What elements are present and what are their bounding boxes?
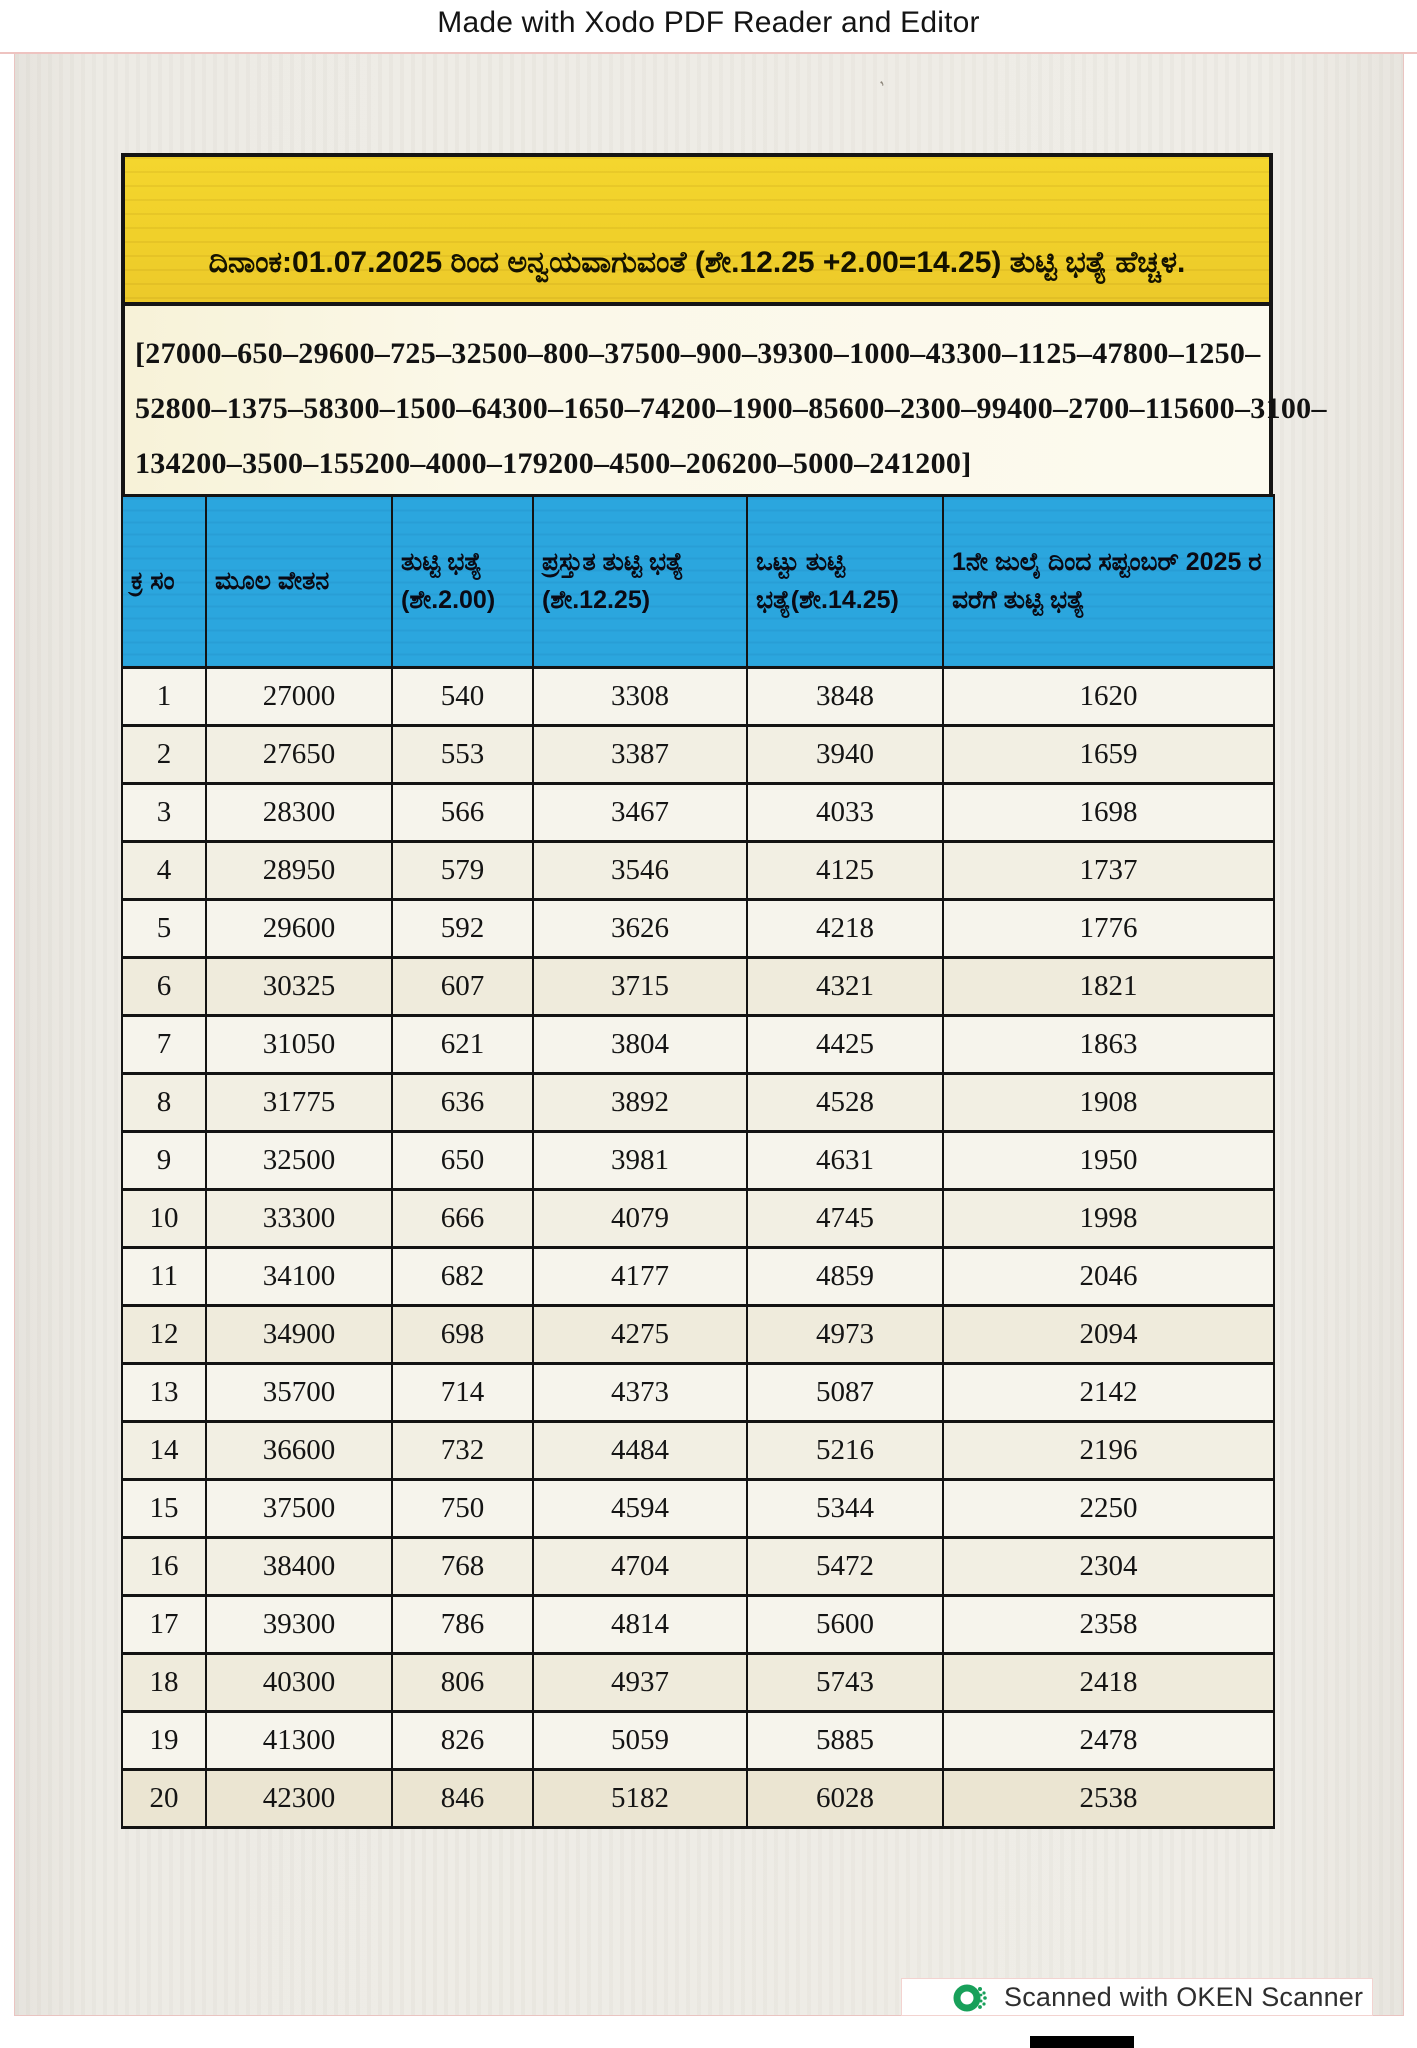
- table-cell: 10: [122, 1190, 206, 1248]
- table-row: [122, 1248, 1274, 1306]
- header-row: [122, 496, 1274, 668]
- table-cell: 607: [392, 958, 533, 1016]
- table-cell: 1863: [943, 1016, 1274, 1074]
- table-cell: 3387: [533, 726, 747, 784]
- table-cell: 27650: [206, 726, 392, 784]
- pay-scale-line-1: [27000–650–29600–725–32500–800–37500–900–39300–1000–43300–1125–47800–1250–: [135, 337, 1261, 370]
- table-cell: 2094: [943, 1306, 1274, 1364]
- table-cell: 6028: [747, 1770, 943, 1828]
- column-header: ಕ್ರ ಸಂ: [122, 496, 206, 668]
- table-cell: 4631: [747, 1132, 943, 1190]
- table-cell: 2478: [943, 1712, 1274, 1770]
- table-cell: 34100: [206, 1248, 392, 1306]
- table-cell: 2250: [943, 1480, 1274, 1538]
- table-cell: 16: [122, 1538, 206, 1596]
- dearness-allowance-table: [121, 494, 1275, 1829]
- table-cell: 38400: [206, 1538, 392, 1596]
- table-cell: 2046: [943, 1248, 1274, 1306]
- table-cell: 4218: [747, 900, 943, 958]
- table-cell: 3715: [533, 958, 747, 1016]
- table-cell: 4033: [747, 784, 943, 842]
- table-cell: 2418: [943, 1654, 1274, 1712]
- table-row: [122, 1190, 1274, 1248]
- table-cell: 4125: [747, 842, 943, 900]
- table-cell: 17: [122, 1596, 206, 1654]
- table-cell: 28300: [206, 784, 392, 842]
- table-cell: 2142: [943, 1364, 1274, 1422]
- table-cell: 732: [392, 1422, 533, 1480]
- table-cell: 5: [122, 900, 206, 958]
- table-cell: 5743: [747, 1654, 943, 1712]
- table-cell: 13: [122, 1364, 206, 1422]
- table-cell: 5216: [747, 1422, 943, 1480]
- table-cell: 2304: [943, 1538, 1274, 1596]
- table-cell: 666: [392, 1190, 533, 1248]
- table-cell: 4528: [747, 1074, 943, 1132]
- table-cell: 37500: [206, 1480, 392, 1538]
- table-row: [122, 1770, 1274, 1828]
- table-cell: 29600: [206, 900, 392, 958]
- table-row: [122, 726, 1274, 784]
- table-row: [122, 1132, 1274, 1190]
- table-cell: 15: [122, 1480, 206, 1538]
- table-cell: 41300: [206, 1712, 392, 1770]
- table-cell: 1620: [943, 668, 1274, 726]
- table-cell: 40300: [206, 1654, 392, 1712]
- oken-scanner-text: Scanned with OKEN Scanner: [1004, 1981, 1364, 2012]
- table-cell: 5885: [747, 1712, 943, 1770]
- table-cell: 6: [122, 958, 206, 1016]
- pay-scale-line-2: 52800–1375–58300–1500–64300–1650–74200–1900–85600–2300–99400–2700–115600–3100–: [135, 392, 1327, 425]
- table-cell: 4973: [747, 1306, 943, 1364]
- table-cell: 4275: [533, 1306, 747, 1364]
- table-cell: 11: [122, 1248, 206, 1306]
- xodo-watermark-text: Made with Xodo PDF Reader and Editor: [437, 6, 980, 39]
- title-banner-text: ದಿನಾಂಕ:01.07.2025 ರಿಂದ ಅನ್ವಯವಾಗುವಂತೆ (ಶೇ.12.25 +2.00=14.25) ತುಟ್ಟಿ ಭತ್ಯೆ ಹೆಚ್ಚಳ.: [208, 246, 1186, 279]
- table-row: [122, 1016, 1274, 1074]
- table-cell: 31775: [206, 1074, 392, 1132]
- table-cell: 7: [122, 1016, 206, 1074]
- table-header-row: [122, 496, 1274, 668]
- table-cell: 750: [392, 1480, 533, 1538]
- table-cell: 3626: [533, 900, 747, 958]
- table-cell: 9: [122, 1132, 206, 1190]
- table-row: [122, 1480, 1274, 1538]
- table-row: [122, 784, 1274, 842]
- column-header: 1ನೇ ಜುಲೈ ದಿಂದ ಸಪ್ಟಂಬರ್ 2025 ರ ವರೆಗೆ ತುಟ್ಟಿ ಭತ್ಯೆ: [943, 496, 1274, 668]
- table-cell: 714: [392, 1364, 533, 1422]
- table-cell: 4745: [747, 1190, 943, 1248]
- oken-scanner-logo-icon: [952, 1979, 988, 2015]
- table-cell: 1950: [943, 1132, 1274, 1190]
- table-cell: 34900: [206, 1306, 392, 1364]
- table-cell: 4814: [533, 1596, 747, 1654]
- table-cell: 650: [392, 1132, 533, 1190]
- table-cell: 4: [122, 842, 206, 900]
- table-cell: 30325: [206, 958, 392, 1016]
- scanned-page: [14, 52, 1404, 2016]
- table-row: [122, 842, 1274, 900]
- table-cell: 682: [392, 1248, 533, 1306]
- table-cell: 3308: [533, 668, 747, 726]
- table-cell: 14: [122, 1422, 206, 1480]
- table-cell: 1: [122, 668, 206, 726]
- table-cell: 32500: [206, 1132, 392, 1190]
- table-row: [122, 900, 1274, 958]
- table-cell: 592: [392, 900, 533, 958]
- table-cell: 1737: [943, 842, 1274, 900]
- table-cell: 31050: [206, 1016, 392, 1074]
- table-row: [122, 1538, 1274, 1596]
- table-cell: 4079: [533, 1190, 747, 1248]
- table-cell: 2196: [943, 1422, 1274, 1480]
- table-cell: 8: [122, 1074, 206, 1132]
- table-cell: 2: [122, 726, 206, 784]
- table-cell: 4937: [533, 1654, 747, 1712]
- table-cell: 1659: [943, 726, 1274, 784]
- table-row: [122, 1712, 1274, 1770]
- table-cell: 1821: [943, 958, 1274, 1016]
- pay-scale-line-3: 134200–3500–155200–4000–179200–4500–206200–5000–241200]: [135, 447, 972, 480]
- table-cell: 5182: [533, 1770, 747, 1828]
- table-cell: 4704: [533, 1538, 747, 1596]
- xodo-watermark-band: [0, 0, 1417, 54]
- table-cell: 5344: [747, 1480, 943, 1538]
- table-cell: 1776: [943, 900, 1274, 958]
- table-cell: 636: [392, 1074, 533, 1132]
- table-cell: 4484: [533, 1422, 747, 1480]
- table-cell: 566: [392, 784, 533, 842]
- table-cell: 18: [122, 1654, 206, 1712]
- table-cell: 3981: [533, 1132, 747, 1190]
- redaction-bar: [1030, 2036, 1134, 2048]
- table-cell: 28950: [206, 842, 392, 900]
- table-row: [122, 1306, 1274, 1364]
- column-header: ತುಟ್ಟಿ ಭತ್ಯೆ (ಶೇ.2.00): [392, 496, 533, 668]
- table-cell: 806: [392, 1654, 533, 1712]
- table-cell: 3848: [747, 668, 943, 726]
- table-cell: 786: [392, 1596, 533, 1654]
- table-cell: 5472: [747, 1538, 943, 1596]
- table-cell: 1998: [943, 1190, 1274, 1248]
- table-cell: 1698: [943, 784, 1274, 842]
- table-cell: 2358: [943, 1596, 1274, 1654]
- table-cell: 5059: [533, 1712, 747, 1770]
- scan-speck: ‚: [871, 67, 887, 89]
- table-cell: 36600: [206, 1422, 392, 1480]
- table-cell: 27000: [206, 668, 392, 726]
- table-row: [122, 958, 1274, 1016]
- table-cell: 5600: [747, 1596, 943, 1654]
- table-cell: 39300: [206, 1596, 392, 1654]
- column-header: ಒಟ್ಟು ತುಟ್ಟಿ ಭತ್ಯೆ(ಶೇ.14.25): [747, 496, 943, 668]
- title-banner: [121, 153, 1273, 306]
- table-row: [122, 668, 1274, 726]
- table-cell: 4373: [533, 1364, 747, 1422]
- table-body: [122, 668, 1274, 1828]
- table-cell: 35700: [206, 1364, 392, 1422]
- table-cell: 768: [392, 1538, 533, 1596]
- table-cell: 540: [392, 668, 533, 726]
- table-cell: 4594: [533, 1480, 747, 1538]
- table-cell: 4859: [747, 1248, 943, 1306]
- table-row: [122, 1364, 1274, 1422]
- table-row: [122, 1074, 1274, 1132]
- table-cell: 3892: [533, 1074, 747, 1132]
- table-cell: 3940: [747, 726, 943, 784]
- table-cell: 3546: [533, 842, 747, 900]
- table-cell: 4177: [533, 1248, 747, 1306]
- table-cell: 2538: [943, 1770, 1274, 1828]
- table-cell: 846: [392, 1770, 533, 1828]
- table-cell: 826: [392, 1712, 533, 1770]
- table-cell: 20: [122, 1770, 206, 1828]
- column-header: ಮೂಲ ವೇತನ: [206, 496, 392, 668]
- table-cell: 19: [122, 1712, 206, 1770]
- table-cell: 4321: [747, 958, 943, 1016]
- table-cell: 33300: [206, 1190, 392, 1248]
- pay-scale-box: [121, 302, 1327, 498]
- table-cell: 42300: [206, 1770, 392, 1828]
- table-cell: 621: [392, 1016, 533, 1074]
- table-cell: 5087: [747, 1364, 943, 1422]
- table-row: [122, 1596, 1274, 1654]
- table-cell: 579: [392, 842, 533, 900]
- oken-scanner-band: [901, 1978, 1373, 2016]
- table-cell: 698: [392, 1306, 533, 1364]
- table-cell: 12: [122, 1306, 206, 1364]
- table-cell: 3: [122, 784, 206, 842]
- table-cell: 553: [392, 726, 533, 784]
- table-cell: 4425: [747, 1016, 943, 1074]
- table-cell: 3804: [533, 1016, 747, 1074]
- table-row: [122, 1654, 1274, 1712]
- table-cell: 1908: [943, 1074, 1274, 1132]
- column-header: ಪ್ರಸ್ತುತ ತುಟ್ಟಿ ಭತ್ಯೆ (ಶೇ.12.25): [533, 496, 747, 668]
- table-cell: 3467: [533, 784, 747, 842]
- table-row: [122, 1422, 1274, 1480]
